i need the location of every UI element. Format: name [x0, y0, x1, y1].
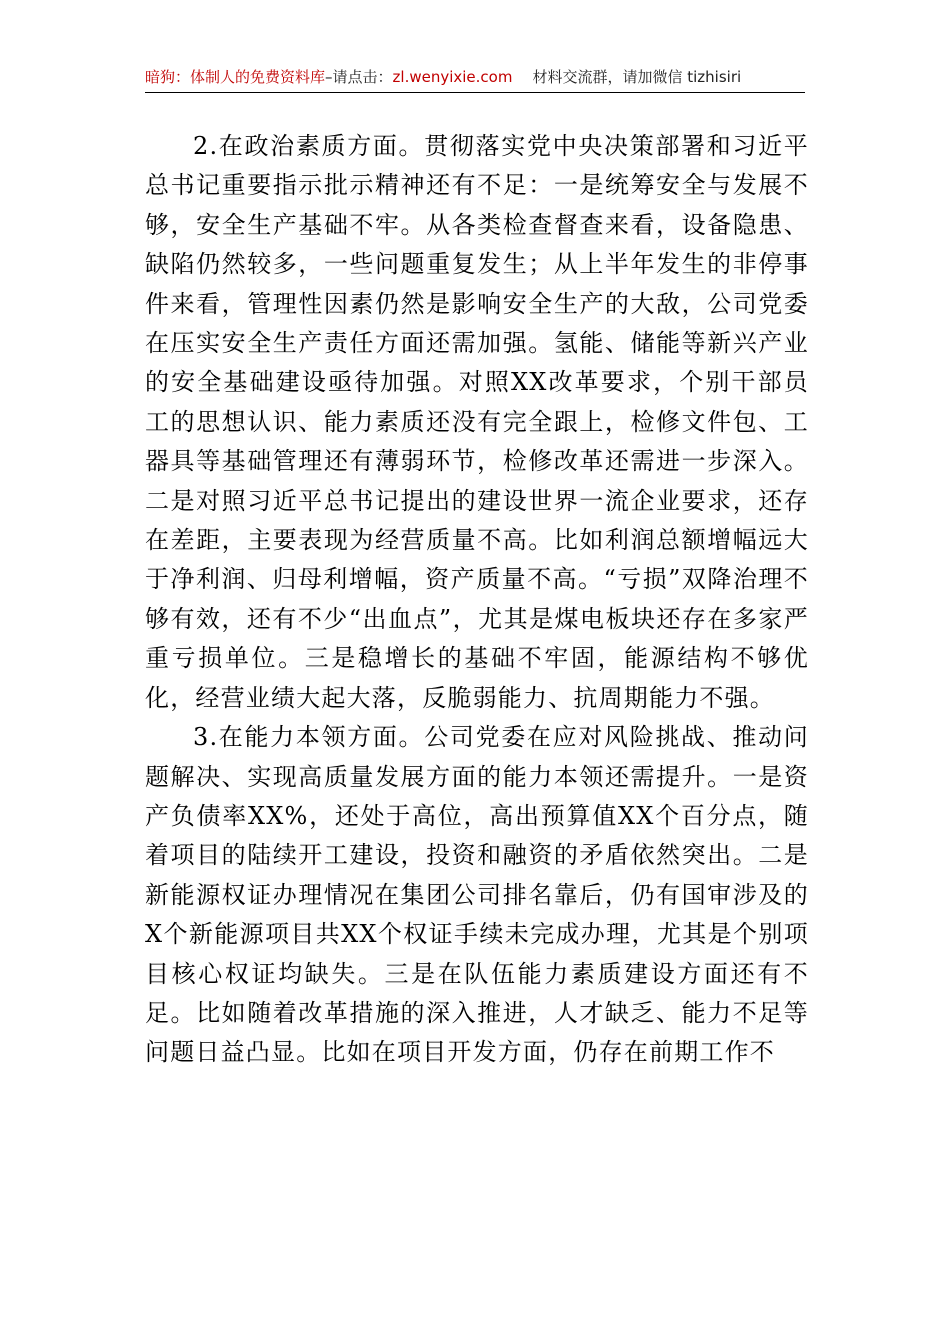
document-body — [145, 127, 809, 1073]
paragraph-political-quality: 2.在政治素质方面。贯彻落实党中央决策部署和习近平总书记重要指示批示精神还有不足：一是统筹安全与发展不够，安全生产基础不牢。从各类检查督查来看，设备隐患、缺陷仍然较多，一些问题重复发生；从上半年发生的非停事件来看，管理性因素仍然是影响安全生产的大敌，公司党委在压实安全生产责任方面还需加强。氢能、储能等新兴产业的安全基础建设亟待加强。对照XX改革要求，个别干部员工的思想认识、能力素质还没有完全跟上，检修文件包、工器具等基础管理还有薄弱环节，检修改革还需进一步深入。二是对照习近平总书记提出的建设世界一流企业要求，还存在差距，主要表现为经营质量不高。比如利润总额增幅远大于净利润、归母利增幅，资产质量不高。“亏损”双降治理不够有效，还有不少“出血点”，尤其是煤电板块还存在多家严重亏损单位。三是稳增长的基础不牢固，能源结构不够优化，经营业绩大起大落，反脆弱能力、抗周期能力不强。 — [145, 132, 809, 712]
page-header — [145, 66, 805, 93]
header-link-url[interactable]: zl.wenyixie.com — [392, 68, 513, 86]
header-site-label: 暗狗：体制人的免费资料库 — [145, 68, 326, 86]
header-link-prefix: –请点击： — [325, 68, 393, 86]
header-contact-text: 材料交流群，请加微信 tizhisiri — [532, 68, 742, 86]
paragraph-capability: 3.在能力本领方面。公司党委在应对风险挑战、推动问题解决、实现高质量发展方面的能力本领还需提升。一是资产负债率XX%，还处于高位，高出预算值XX个百分点，随着项目的陆续开工建设，投资和融资的矛盾依然突出。二是新能源权证办理情况在集团公司排名靠后，仍有国审涉及的X个新能源项目共XX个权证手续未完成办理，尤其是个别项目核心权证均缺失。三是在队伍能力素质建设方面还有不足。比如随着改革措施的深入推进，人才缺乏、能力不足等问题日益凸显。比如在项目开发方面，仍存在前期工作不 — [145, 723, 809, 1067]
